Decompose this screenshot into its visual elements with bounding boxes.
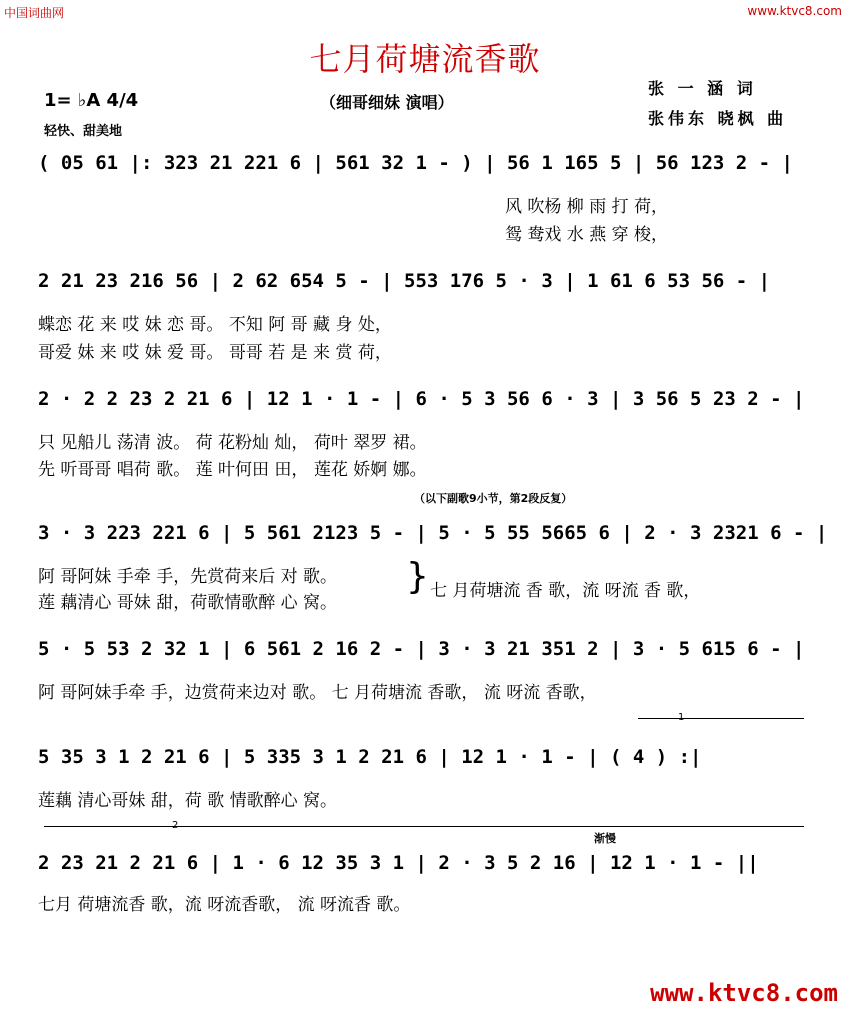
composer-credit: 张伟东 晓枫 曲 <box>648 109 788 128</box>
tempo-marking: 轻快、甜美地 <box>44 124 123 139</box>
notation-row-4: 3 · 3 223 221 6 | 5 561 2123 5 - | 5 · 5 55 5665 6 | 2 · 3 2321 6 - | <box>38 522 828 544</box>
ritardando-marking: 渐慢 <box>594 832 616 845</box>
lyric-row-3-verse-1: 只 见船儿 荡清 波。 荷 花粉灿 灿， 荷叶 翠罗 裙。 <box>38 433 427 453</box>
key-signature: 1= ♭A 4/4 <box>44 90 139 111</box>
volta-1-label: 1 <box>678 712 685 723</box>
lyric-row-5: 阿 哥阿妹手牵 手，边赏荷来边对 歌。 七 月荷塘流 香歌， 流 呀流 香歌， <box>38 683 597 703</box>
site-name-cn[interactable]: 中国词曲网 <box>4 6 65 20</box>
lyric-row-7: 七月 荷塘流香 歌，流 呀流香歌， 流 呀流香 歌。 <box>38 895 411 915</box>
notation-row-5: 5 · 5 53 2 32 1 | 6 561 2 16 2 - | 3 · 3 21 351 2 | 3 · 5 615 6 - | <box>38 638 805 660</box>
notation-row-3: 2 · 2 2 23 2 21 6 | 12 1 · 1 - | 6 · 5 3 56 6 · 3 | 3 56 5 23 2 - | <box>38 388 805 410</box>
lyric-row-4-verse-1: 阿 哥阿妹 手牵 手，先赏荷来后 对 歌。 <box>38 567 338 587</box>
lyric-row-2-verse-1: 蝶恋 花 来 哎 妹 恋 哥。 不知 阿 哥 藏 身 处， <box>38 315 392 335</box>
lyric-row-3-verse-2: 先 听哥哥 唱荷 歌。 莲 叶何田 田， 莲花 娇婀 娜。 <box>38 460 427 480</box>
lyric-row-2-verse-2: 哥爱 妹 来 哎 妹 爱 哥。 哥哥 若 是 来 赏 荷， <box>38 343 392 363</box>
site-watermark[interactable]: www.ktvc8.com <box>650 979 838 1007</box>
verse-brace: } <box>406 556 429 597</box>
site-url-header[interactable]: www.ktvc8.com <box>747 4 842 18</box>
notation-row-6: 5 35 3 1 2 21 6 | 5 335 3 1 2 21 6 | 12 1 · 1 - | ( 4 ) :| <box>38 746 702 768</box>
lyric-row-4-verse-2: 莲 藕清心 哥妹 甜，荷歌情歌醉 心 窝。 <box>38 593 338 613</box>
lyric-row-1-verse-1: 风 吹杨 柳 雨 打 荷， <box>505 197 669 217</box>
notation-row-1: ( 05 61 |: 323 21 221 6 | 561 32 1 - ) | 56 1 165 5 | 56 123 2 - | <box>38 152 793 174</box>
volta-2-label: 2 <box>172 820 179 831</box>
lyric-row-1-verse-2: 鸳 鸯戏 水 燕 穿 梭， <box>505 225 669 245</box>
volta-2-bracket <box>44 826 804 827</box>
lyric-row-4-chorus: 七 月荷塘流 香 歌，流 呀流 香 歌， <box>430 581 701 601</box>
chorus-note: （以下副歌9小节，第2段反复） <box>414 492 573 505</box>
lyric-row-6: 莲藕 清心哥妹 甜，荷 歌 情歌醉心 窝。 <box>38 791 338 811</box>
notation-row-7: 2 23 21 2 21 6 | 1 · 6 12 35 3 1 | 2 · 3 5 2 16 | 12 1 · 1 - || <box>38 852 759 874</box>
volta-1-bracket <box>638 718 804 719</box>
singer-credit: （细哥细妹 演唱） <box>320 93 454 112</box>
notation-row-2: 2 21 23 216 56 | 2 62 654 5 - | 553 176 5 · 3 | 1 61 6 53 56 - | <box>38 270 771 292</box>
song-title: 七月荷塘流香歌 <box>309 40 541 78</box>
lyricist-credit: 张 一 涵 词 <box>648 79 757 98</box>
